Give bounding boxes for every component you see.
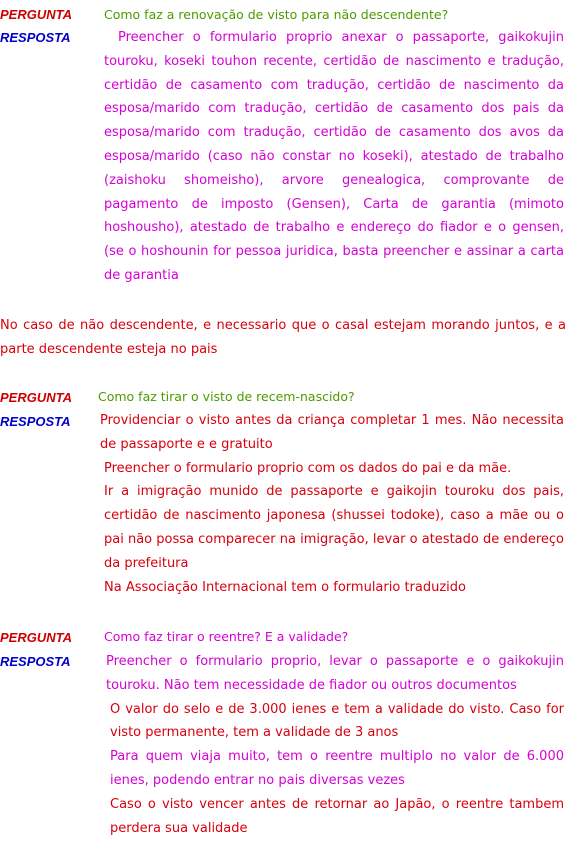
answer-paragraph: Para quem viaja muito, tem o reentre multiplo no valor de 6.000 ienes, podendo entrar no pais diversas vezes [110, 749, 564, 788]
note-text: No caso de não descendente, e necessario que o casal estejam morando juntos, e a parte descendente esteja no pais [0, 318, 566, 357]
answer-label: RESPOSTA [0, 414, 71, 429]
answer-paragraph: O valor do selo e de 3.000 ienes e tem a validade do visto. Caso for visto permanente, tem a validade de 3 anos [110, 701, 564, 741]
question-label: PERGUNTA [0, 390, 72, 405]
answer-paragraph: Preencher o formulario proprio com os dados do pai e da mãe. [104, 460, 512, 476]
question-text: Como faz a renovação de visto para não descendente? [104, 7, 449, 22]
question-text: Como faz tirar o reentre? E a validade? [104, 629, 349, 644]
answer-paragraph: Preencher o formulario proprio anexar o passaporte, gaikokujin touroku, koseki touhon recente, certidão de nascimento e tradução, certidão de casamento com tradução, certidão de nascimento da esposa/marido com tradução, certidão de casamento dos pais da esposa/marido com tradução, certidão de casamento dos avos da esposa/marido (caso não constar no koseki), atestado de trabalho (zaishoku shomeisho), arvore genealogica, comprovante de pagamento de imposto (Gensen), Carta de garantia (mimoto hoshousho), atestado de trabalho e endereço do fiador e o gensen, (se o hoshounin for pessoa juridica, basta preencher e assinar a carta de garantia [104, 30, 564, 283]
question-label: PERGUNTA [0, 7, 72, 22]
answer-text [100, 409, 564, 599]
answer-paragraph: Na Associação Internacional tem o formulario traduzido [104, 579, 466, 595]
answer-paragraph: Preencher o formulario proprio, levar o passaporte e o gaikokujin touroku. Não tem necessidade de fiador ou outros documentos [106, 654, 564, 693]
answer-paragraph: Caso o visto vencer antes de retornar ao Japão, o reentre tambem perdera sua validade [110, 796, 564, 836]
answer-paragraph: Ir a imigração munido de passaporte e gaikojin touroku dos pais, certidão de nascimento japonesa (shussei todoke), caso a mãe ou o pai não possa comparecer na imigração, levar o atestado de endereço da prefeitura [104, 484, 564, 571]
answer-text [106, 650, 564, 840]
answer-text [104, 26, 564, 288]
answer-paragraph: Providenciar o visto antes da criança completar 1 mes. Não necessita de passaporte e e gratuito [100, 413, 564, 452]
answer-label: RESPOSTA [0, 30, 71, 45]
answer-label: RESPOSTA [0, 654, 71, 669]
question-label: PERGUNTA [0, 630, 72, 645]
question-text: Como faz tirar o visto de recem-nascido? [98, 389, 355, 404]
